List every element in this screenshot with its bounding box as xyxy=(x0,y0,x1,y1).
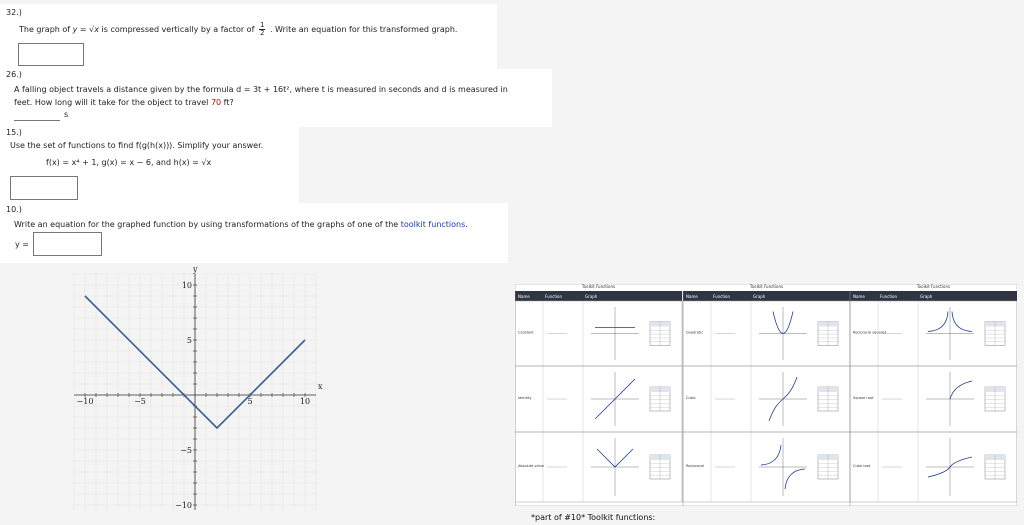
y-tick-label: 10 xyxy=(181,281,192,290)
toolkit-col-header: Graph xyxy=(920,294,933,299)
x-tick-label: 5 xyxy=(247,397,253,406)
question-10-answer-input[interactable] xyxy=(33,232,102,256)
toolkit-col-header: Function xyxy=(880,294,898,299)
toolkit-function-name: Square root xyxy=(853,396,874,400)
question-26-number: 26.) xyxy=(6,70,22,79)
distance-value: 70 xyxy=(210,98,222,107)
question-32-number: 32.) xyxy=(6,8,22,17)
y-tick-label: −10 xyxy=(175,501,192,510)
y-tick-label: 5 xyxy=(186,336,192,345)
y-axis-label: y xyxy=(193,265,198,274)
toolkit-col-header: Function xyxy=(545,294,563,299)
question-26-answer-input[interactable] xyxy=(14,110,60,121)
y-tick-label: −5 xyxy=(180,446,192,455)
toolkit-header-bar xyxy=(683,291,850,301)
answer-label: y = xyxy=(15,240,29,249)
toolkit-panel-title: Toolkit Functions xyxy=(749,284,784,289)
toolkit-col-header: Graph xyxy=(753,294,766,299)
question-15-functions: f(x) = x⁴ + 1, g(x) = x − 6, and h(x) = √x xyxy=(46,158,212,167)
toolkit-function-name: Cubic xyxy=(686,396,696,400)
x-tick-label: 10 xyxy=(299,397,311,406)
question-32-text: The graph of y = √x is compressed vertically by a factor of $\frac{1}{2}$ . Write an equation for this transformed graph. xyxy=(19,21,458,37)
seconds-unit-label: s xyxy=(64,110,69,119)
question-15-line1: Use the set of functions to find f(g(h(x))). Simplify your answer. xyxy=(10,141,264,150)
toolkit-function-name: Quadratic xyxy=(686,330,704,335)
question-10-text: Write an equation for the graphed function by using transformations of the graphs of one of the toolkit functions. xyxy=(14,220,468,229)
toolkit-function-name: Identity xyxy=(518,396,532,400)
toolkit-col-header: Function xyxy=(713,294,731,299)
toolkit-col-header: Name xyxy=(853,294,865,299)
toolkit-panel-title: Toolkit Functions xyxy=(916,284,951,289)
toolkit-col-header: Name xyxy=(518,294,530,299)
transformed-graph xyxy=(60,265,330,510)
toolkit-header-bar xyxy=(850,291,1017,301)
toolkit-function-name: Constant xyxy=(518,330,534,335)
question-15-number: 15.) xyxy=(6,128,22,137)
toolkit-function-name: Absolute value xyxy=(518,464,544,468)
toolkit-functions-link[interactable]: toolkit functions xyxy=(400,220,466,229)
question-26-line2: feet. How long will it take for the object to travel 70 ft? xyxy=(14,98,234,107)
question-10-number: 10.) xyxy=(6,205,22,214)
x-tick-label: −5 xyxy=(134,397,146,406)
toolkit-caption: *part of #10* Toolkit functions: xyxy=(531,513,656,522)
toolkit-function-name: Reciprocal squared xyxy=(853,330,887,335)
toolkit-panel-title: Toolkit Functions xyxy=(581,284,616,289)
x-tick-label: −10 xyxy=(76,397,94,406)
question-26-line1: A falling object travels a distance given by the formula d = 3t + 16t², where t is measured in seconds and d is measured in xyxy=(14,85,508,94)
toolkit-col-header: Name xyxy=(686,294,698,299)
question-32-answer-input[interactable] xyxy=(18,43,84,66)
toolkit-col-header: Graph xyxy=(585,294,598,299)
toolkit-function-name: Cube root xyxy=(853,464,871,468)
question-15-answer-input[interactable] xyxy=(10,176,78,200)
toolkit-function-name: Reciprocal xyxy=(686,464,705,468)
toolkit-header-bar xyxy=(515,291,682,301)
fraction-one-half: $\frac{1}{2}$ xyxy=(259,21,265,37)
x-axis-label: x xyxy=(318,382,323,391)
toolkit-functions-table xyxy=(515,284,1017,506)
